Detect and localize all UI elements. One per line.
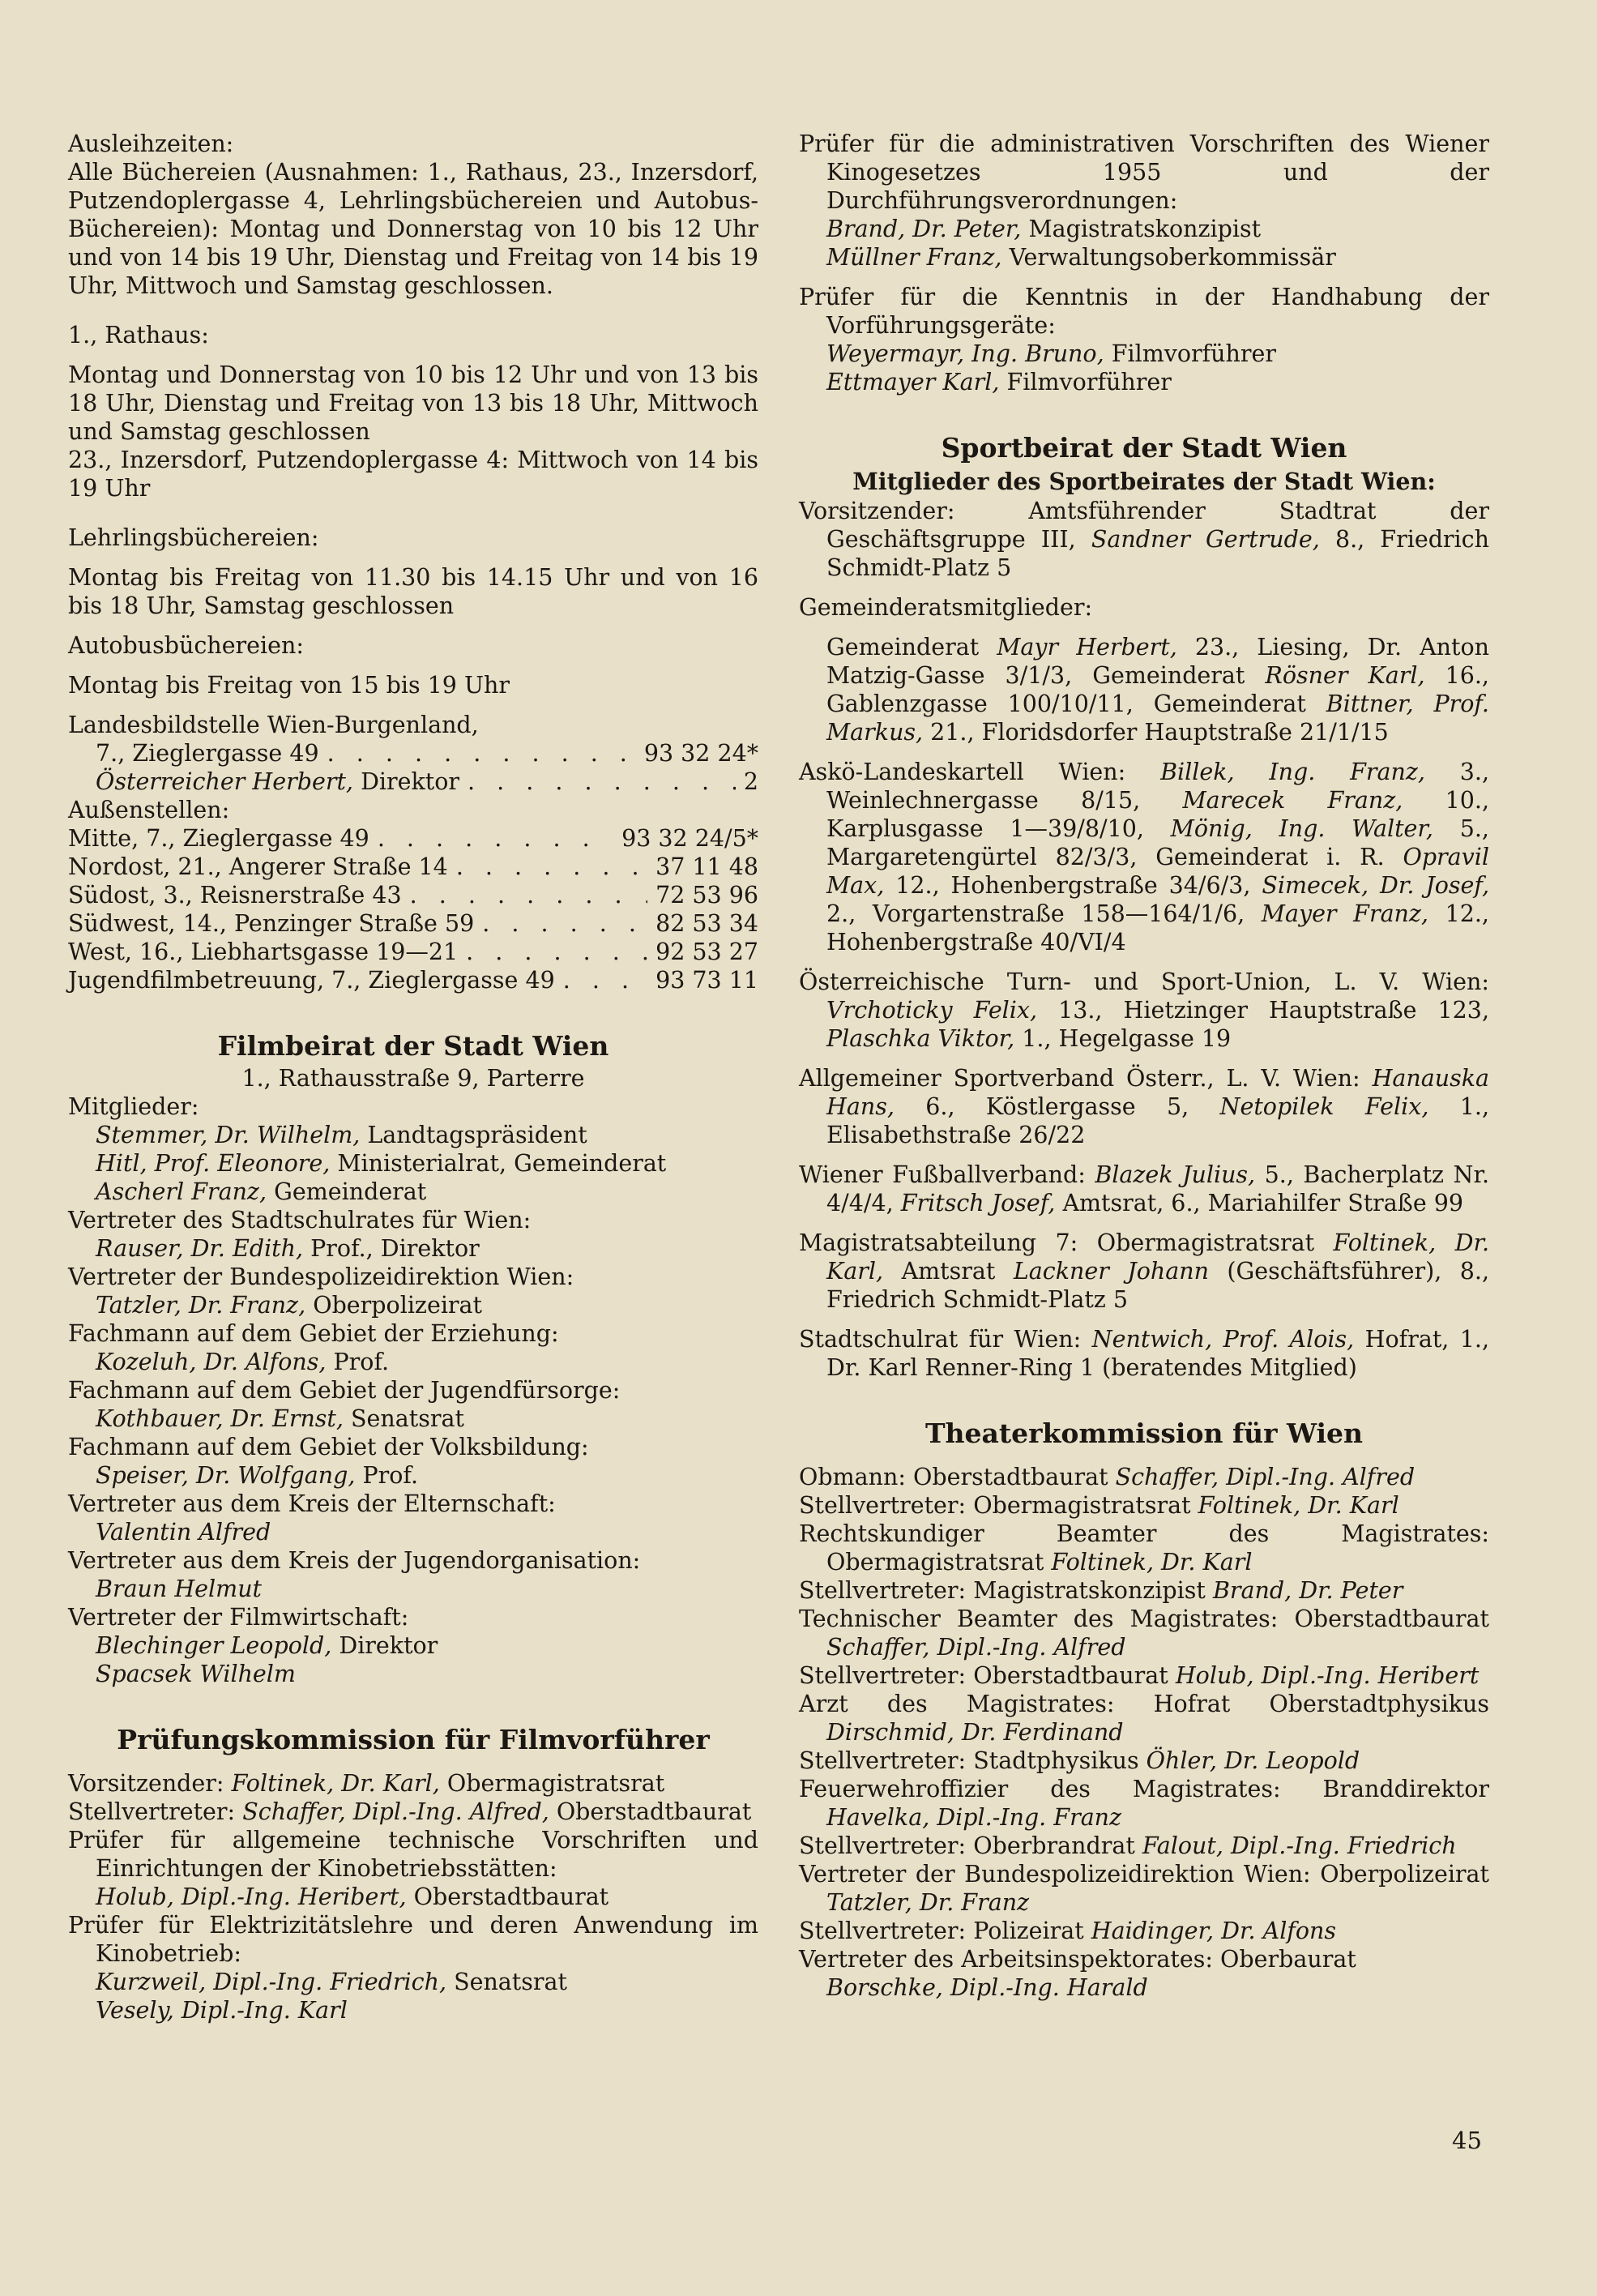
leader-dots (563, 966, 647, 994)
aussen-label: Nordost, 21., Angerer Straße 14 (68, 853, 448, 880)
aussen-row (68, 966, 758, 994)
page-number: 45 (1452, 2127, 1482, 2154)
polizei-label: Vertreter der Bundespolizeidirektion Wien: (68, 1263, 574, 1290)
schulrat-label: Vertreter des Stadtschulrates für Wien: (68, 1207, 532, 1234)
ausleih-heading: Ausleihzeiten: (68, 130, 234, 157)
ssr-entry: Stadtschulrat für Wien: Nentwich, Prof. Alois, Hofrat, 1., Dr. Karl Renner-Ring 1 (beratendes Mitglied) (799, 1326, 1489, 1381)
member-spacsek: Spacsek Wilhelm (96, 1661, 296, 1687)
aussen-phone: 72 53 96 (655, 882, 758, 909)
theater-stv1: Stellvertreter: Obermagistratsrat Foltinek, Dr. Karl (799, 1492, 1399, 1519)
member-ettmayer: Ettmayer Karl, Filmvorführer (826, 369, 1172, 395)
filmbeirat-members-label: Mitglieder: (68, 1093, 199, 1120)
askoe-entry: Askö-Landeskartell Wien: Billek, Ing. Franz, 3., Weinlechnergasse 8/15, Marecek Franz, 10., Karplusgasse 1—39/8/10, Mönig, Ing. Walter, 5., Margaretengürtel 82/3/3, Gemeinderat i. R. Opravil Max, 12., Hohenbergstraße 34/6/3, Simecek, Dr. Josef, 2., Vorgartenstraße 158—164/1/6, Mayer Franz, 12., Hohenbergstraße 40/VI/4 (799, 759, 1490, 956)
lehrlings-body: Montag bis Freitag von 11.30 bis 14.15 Uhr und von 16 bis 18 Uhr, Samstag geschlossen (68, 564, 758, 619)
pruefung-title: Prüfungskommission für Filmvorführer (117, 1724, 710, 1755)
member-holub: Holub, Dipl.-Ing. Heribert, Oberstadtbaurat (96, 1883, 609, 1910)
gr-members: Gemeinderat Mayr Herbert, 23., Liesing, Dr. Anton Matzig-Gasse 3/1/3, Gemeinderat Rösner Karl, 16., Gablenzgasse 100/10/11, Gemeinderat Bittner, Prof. Markus, 21., Floridsdorfer Hauptstraße 21/1/15 (826, 634, 1490, 746)
wfv-entry: Wiener Fußballverband: Blazek Julius, 5., Bacherplatz Nr. 4/4/4, Fritsch Josef, Amtsrat, 6., Mariahilfer Straße 99 (799, 1161, 1490, 1216)
member-weyermayr: Weyermayr, Ing. Bruno, Filmvorführer (826, 340, 1276, 367)
filmbeirat-title: Filmbeirat der Stadt Wien (217, 1030, 609, 1062)
aussen-label: Südost, 3., Reisnerstraße 43 (68, 882, 402, 909)
leader-dots (468, 767, 736, 796)
theater-rechtskundig: Rechtskundiger Beamter des Magistrates: Obermagistratsrat Foltinek, Dr. Karl (799, 1520, 1489, 1576)
erziehung-label: Fachmann auf dem Gebiet der Erziehung: (68, 1320, 559, 1347)
leader-dots (482, 909, 647, 938)
theater-feuerwehr: Feuerwehroffizier des Magistrates: Branddirektor Havelka, Dipl.-Ing. Franz (799, 1776, 1489, 1831)
aussen-phone: 93 32 24/5* (621, 825, 758, 852)
leader-dots (378, 824, 613, 853)
aussen-phone: 93 73 11 (655, 967, 758, 994)
aussen-row (68, 824, 758, 853)
member-kozeluh: Kozeluh, Dr. Alfons, Prof. (96, 1349, 390, 1375)
member-valentin: Valentin Alfred (96, 1519, 271, 1546)
member-blechinger: Blechinger Leopold, Direktor (96, 1632, 438, 1659)
member-ascherl: Ascherl Franz, Gemeinderat (96, 1178, 427, 1205)
pruefung-stellvertreter: Stellvertreter: Schaffer, Dipl.-Ing. Alfred, Oberstadtbaurat (68, 1798, 752, 1825)
member-hitl: Hitl, Prof. Eleonore, Ministerialrat, Gemeinderat (96, 1150, 667, 1177)
landesbild-phone: 93 32 24* (643, 740, 758, 767)
aussen-phone: 37 11 48 (655, 853, 758, 880)
ausleih-body: Alle Büchereien (Ausnahmen: 1., Rathaus, 23., Inzersdorf, Putzendoplergasse 4, Lehrlingsbüchereien und Autobus-Büchereien): Montag und Donnerstag von 10 bis 12 Uhr und von 14 bis 19 Uhr, Dienstag und Freitag von 14 bis 19 Uhr, Mittwoch und Samstag geschlossen. (68, 159, 758, 299)
jugend-label: Vertreter aus dem Kreis der Jugendorganisation: (68, 1547, 641, 1574)
member-kothbauer: Kothbauer, Dr. Ernst, Senatsrat (96, 1405, 464, 1432)
rathaus-heading: 1., Rathaus: (68, 322, 209, 348)
aussen-phone: 82 53 34 (655, 910, 758, 937)
aussen-phone: 92 53 27 (655, 938, 758, 965)
sport-subtitle: Mitglieder des Sportbeirates der Stadt Wien: (852, 468, 1436, 495)
theater-stv3: Stellvertreter: Oberstadtbaurat Holub, Dipl.-Ing. Heribert (799, 1662, 1480, 1689)
technik-label: Prüfer für allgemeine technische Vorschriften und Einrichtungen der Kinobetriebsstätten: (68, 1827, 758, 1882)
landesbild-address-row (68, 739, 758, 767)
autobus-body: Montag bis Freitag von 15 bis 19 Uhr (68, 672, 510, 699)
member-stemmer: Stemmer, Dr. Wilhelm, Landtagspräsident (96, 1122, 587, 1148)
leader-dots (456, 853, 647, 881)
geraete-label: Prüfer für die Kenntnis in der Handhabung der Vorführungsgeräte: (799, 284, 1489, 339)
aussen-row (68, 881, 758, 909)
aussen-label: Südwest, 14., Penzinger Straße 59 (68, 910, 475, 937)
aussen-label: West, 16., Liebhartsgasse 19—21 (68, 938, 459, 965)
aussen-heading: Außenstellen: (68, 797, 230, 823)
ma7-entry: Magistratsabteilung 7: Obermagistratsrat Foltinek, Dr. Karl, Amtsrat Lackner Johann (Geschäftsführer), 8., Friedrich Schmidt-Platz 5 (799, 1229, 1490, 1313)
left-column (68, 130, 758, 2024)
sport-title: Sportbeirat der Stadt Wien (941, 432, 1347, 464)
member-kurzweil: Kurzweil, Dipl.-Ing. Friedrich, Senatsrat (96, 1969, 567, 1995)
member-borschke: Borschke, Dipl.-Ing. Harald (826, 1974, 1148, 2001)
lehrlings-heading: Lehrlingsbüchereien: (68, 524, 319, 551)
aussen-label: Mitte, 7., Zieglergasse 49 (68, 825, 369, 852)
fuersorge-label: Fachmann auf dem Gebiet der Jugendfürsorge: (68, 1377, 621, 1404)
theater-polizei: Vertreter der Bundespolizeidirektion Wien: Oberpolizeirat Tatzler, Dr. Franz (799, 1861, 1489, 1916)
member-muellner: Müllner Franz, Verwaltungsoberkommissär (826, 244, 1336, 271)
landesbild-director-row (68, 767, 758, 796)
aussen-label: Jugendfilmbetreuung, 7., Zieglergasse 49 (68, 967, 555, 994)
union-entry: Österreichische Turn- und Sport-Union, L. V. Wien: Vrchoticky Felix, 13., Hietzinger Hauptstraße 123, Plaschka Viktor, 1., Hegelgasse 19 (799, 968, 1490, 1052)
pruef-admin-label: Prüfer für die administrativen Vorschriften des Wiener Kinogesetzes 1955 und der Durchführungsverordnungen: (799, 130, 1489, 214)
inzersdorf-hours: 23., Inzersdorf, Putzendoplergasse 4: Mittwoch von 14 bis 19 Uhr (68, 447, 758, 502)
aussen-list (68, 824, 758, 994)
member-speiser: Speiser, Dr. Wolfgang, Prof. (96, 1462, 419, 1489)
right-column (799, 130, 1489, 2002)
leader-dots (410, 881, 647, 909)
filmbeirat-address: 1., Rathausstraße 9, Parterre (241, 1065, 585, 1092)
autobus-heading: Autobusbüchereien: (68, 632, 304, 659)
theater-arzt: Arzt des Magistrates: Hofrat Oberstadtphysikus Dirschmid, Dr. Ferdinand (799, 1691, 1489, 1746)
member-braun: Braun Helmut (96, 1576, 262, 1602)
theater-stv2: Stellvertreter: Magistratskonzipist Brand, Dr. Peter (799, 1577, 1403, 1604)
member-rauser: Rauser, Dr. Edith, Prof., Direktor (96, 1235, 480, 1262)
gr-label: Gemeinderatsmitglieder: (799, 594, 1093, 621)
theater-arbeitsinspektorat: Vertreter des Arbeitsinspektorates: Oberbaurat (799, 1946, 1356, 1973)
director-phone: 2 (743, 768, 758, 795)
sport-vorsitz: Vorsitzender: Amtsführender Stadtrat der Geschäftsgruppe III, Sandner Gertrude, 8., Friedrich Schmidt-Platz 5 (799, 498, 1489, 581)
leader-dots (327, 739, 636, 767)
wirtschaft-label: Vertreter der Filmwirtschaft: (68, 1604, 409, 1631)
director-name: Österreicher Herbert, (96, 768, 353, 795)
elektro-label: Prüfer für Elektrizitätslehre und deren Anwendung im Kinobetrieb: (68, 1912, 758, 1967)
theater-stv4: Stellvertreter: Stadtphysikus Öhler, Dr. Leopold (799, 1747, 1360, 1774)
theater-stv6: Stellvertreter: Polizeirat Haidinger, Dr. Alfons (799, 1918, 1336, 1944)
theater-technisch: Technischer Beamter des Magistrates: Oberstadtbaurat Schaffer, Dipl.-Ing. Alfred (799, 1605, 1489, 1661)
aussen-row (68, 853, 758, 881)
eltern-label: Vertreter aus dem Kreis der Elternschaft: (68, 1490, 556, 1517)
rathaus-body: Montag und Donnerstag von 10 bis 12 Uhr und von 13 bis 18 Uhr, Dienstag und Freitag von 13 bis 18 Uhr, Mittwoch und Samstag geschlossen (68, 361, 758, 445)
leader-dots (466, 938, 647, 966)
pruefung-vorsitz: Vorsitzender: Foltinek, Dr. Karl, Obermagistratsrat (68, 1770, 665, 1797)
theater-obmann: Obmann: Oberstadtbaurat Schaffer, Dipl.-Ing. Alfred (799, 1464, 1416, 1490)
volksbildung-label: Fachmann auf dem Gebiet der Volksbildung: (68, 1434, 589, 1460)
director-role: Direktor (361, 768, 460, 795)
aussen-row (68, 938, 758, 966)
member-brand: Brand, Dr. Peter, Magistratskonzipist (826, 216, 1262, 242)
member-vesely: Vesely, Dipl.-Ing. Karl (96, 1997, 348, 2024)
landesbild-address: 7., Zieglergasse 49 (96, 740, 319, 767)
theater-title: Theaterkommission für Wien (924, 1417, 1364, 1449)
landesbild-title: Landesbildstelle Wien-Burgenland, (68, 712, 479, 738)
member-tatzler: Tatzler, Dr. Franz, Oberpolizeirat (96, 1292, 482, 1319)
theater-stv5: Stellvertreter: Oberbrandrat Falout, Dipl.-Ing. Friedrich (799, 1832, 1457, 1859)
aussen-row (68, 909, 758, 938)
asv-entry: Allgemeiner Sportverband Österr., L. V. Wien: Hanauska Hans, 6., Köstlergasse 5, Netopilek Felix, 1., Elisabethstraße 26/22 (799, 1065, 1490, 1148)
